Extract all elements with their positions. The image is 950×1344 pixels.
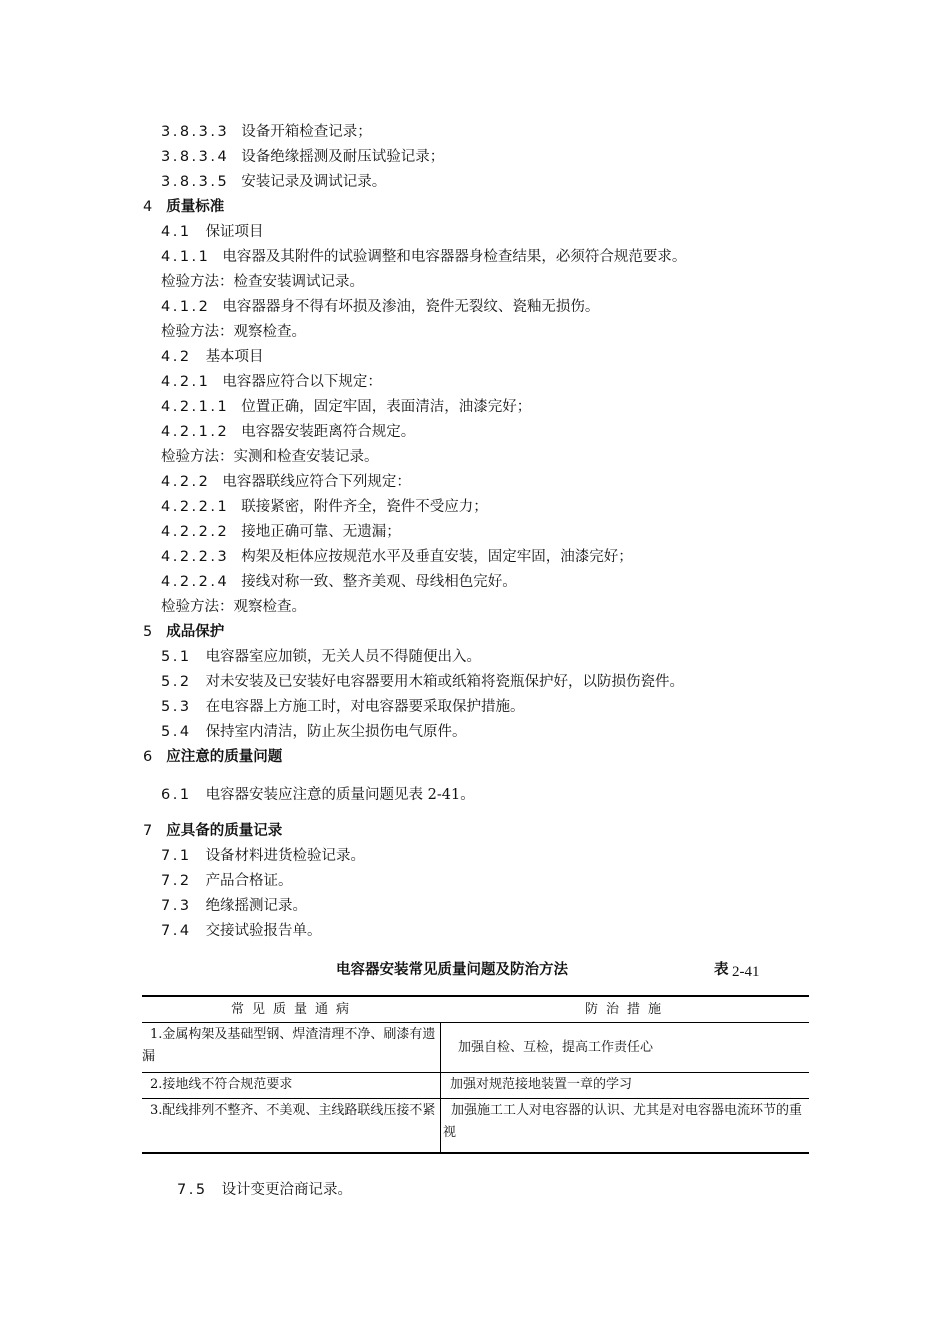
measure-cell: 加强施工工人对电容器的认识、尤其是对电容器电流环节的重视 <box>443 1103 803 1140</box>
inspection-method: 检验方法：检查安装调试记录。 <box>161 274 364 290</box>
clause-6-1: 6.1 电容器安装应注意的质量问题见表 2-41。 <box>161 787 475 803</box>
table-header-measure: 防治措施 <box>585 1002 670 1017</box>
table-row-rule <box>142 1098 809 1099</box>
inspection-method: 检验方法：观察检查。 <box>161 324 306 340</box>
measure-cell: 加强自检、互检，提高工作责任心 <box>458 1040 654 1055</box>
clause-7-5: 7.5 设计变更洽商记录。 <box>177 1182 353 1198</box>
clause-4-1-2: 4.1.2 电容器器身不得有坏损及渗油，瓷件无裂纹、瓷釉无损伤。 <box>161 299 600 315</box>
table-header-problem: 常见质量通病 <box>231 1002 358 1017</box>
inspection-method: 检验方法：实测和检查安装记录。 <box>161 449 379 465</box>
clause-7-4: 7.4 交接试验报告单。 <box>161 923 322 939</box>
problem-cell: 2.接地线不符合规范要求 <box>150 1077 293 1092</box>
clause-4-2-1-1: 4.2.1.1 位置正确，固定牢固，表面清洁，油漆完好； <box>161 399 532 415</box>
table-header-rule <box>142 1022 809 1023</box>
section-heading-6: 6 应注意的质量问题 <box>143 749 283 765</box>
clause-4-2-2-1: 4.2.2.1 联接紧密，附件齐全，瓷件不受应力； <box>161 499 488 515</box>
clause-3-8-3-5: 3.8.3.5 安装记录及调试记录。 <box>161 174 387 190</box>
table-caption: 电容器安装常见质量问题及防治方法 <box>336 962 568 978</box>
clause-3-8-3-4: 3.8.3.4 设备绝缘摇测及耐压试验记录； <box>161 149 445 165</box>
measure-cell: 加强对规范接地装置一章的学习 <box>450 1077 633 1092</box>
clause-5-2: 5.2 对未安装及已安装好电容器要用木箱或纸箱将瓷瓶保护好，以防损伤瓷件。 <box>161 674 685 690</box>
clause-4-2-2-3: 4.2.2.3 构架及柜体应按规范水平及垂直安装，固定牢固，油漆完好； <box>161 549 633 565</box>
problem-cell: 3.配线排列不整齐、不美观、主线路联线压接不紧 <box>150 1103 436 1118</box>
clause-4-2-2-4: 4.2.2.4 接线对称一致、整齐美观、母线相色完好。 <box>161 574 517 590</box>
clause-5-4: 5.4 保持室内清洁，防止灰尘损伤电气原件。 <box>161 724 467 740</box>
clause-5-3: 5.3 在电容器上方施工时，对电容器要采取保护措施。 <box>161 699 525 715</box>
clause-4-2-2-2: 4.2.2.2 接地正确可靠、无遗漏； <box>161 524 401 540</box>
table-top-rule <box>142 995 809 997</box>
clause-7-3: 7.3 绝缘摇测记录。 <box>161 898 308 914</box>
clause-4-2-1: 4.2.1 电容器应符合以下规定： <box>161 374 382 390</box>
table-bottom-rule <box>142 1152 809 1154</box>
section-heading-4: 4 质量标准 <box>143 199 225 215</box>
clause-4-2: 4.2 基本项目 <box>161 349 264 365</box>
clause-7-1: 7.1 设备材料进货检验记录。 <box>161 848 366 864</box>
clause-5-1: 5.1 电容器室应加锁，无关人员不得随便出入。 <box>161 649 482 665</box>
table-row-rule <box>142 1072 809 1073</box>
clause-4-1: 4.1 保证项目 <box>161 224 264 240</box>
clause-3-8-3-3: 3.8.3.3 设备开箱检查记录； <box>161 124 372 140</box>
problem-cell: 1.金属构架及基础型钢、焊渣清理不净、刷漆有遗漏 <box>142 1027 436 1064</box>
clause-4-2-2: 4.2.2 电容器联线应符合下列规定： <box>161 474 411 490</box>
clause-4-2-1-2: 4.2.1.2 电容器安装距离符合规定。 <box>161 424 416 440</box>
table-number: 2-41 <box>732 964 760 980</box>
section-heading-7: 7 应具备的质量记录 <box>143 823 283 839</box>
clause-7-2: 7.2 产品合格证。 <box>161 873 293 889</box>
inspection-method: 检验方法：观察检查。 <box>161 599 306 615</box>
section-heading-5: 5 成品保护 <box>143 624 225 640</box>
table-label: 表 <box>714 962 729 978</box>
clause-4-1-1: 4.1.1 电容器及其附件的试验调整和电容器器身检查结果，必须符合规范要求。 <box>161 249 687 265</box>
table-column-divider <box>440 1022 441 1153</box>
